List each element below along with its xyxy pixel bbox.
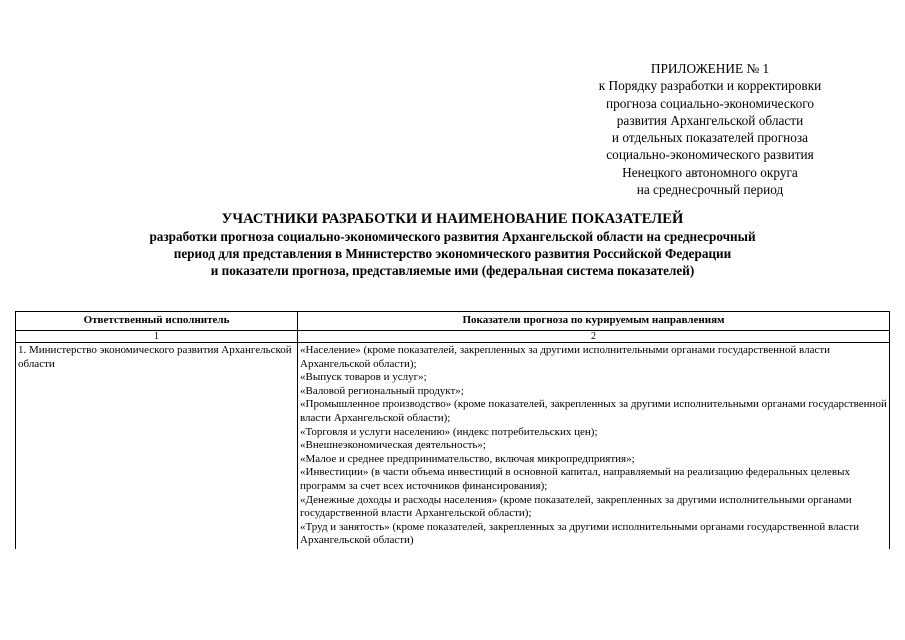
executor-cell: 1. Министерство экономического развития Архангельской области [16,343,298,549]
appendix-block [560,60,860,198]
indicator-item: «Торговля и услуги населению» (индекс потребительских цен); [300,425,598,438]
indicator-item: «Население» (кроме показателей, закрепленных за другими исполнительными органами государственной власти Архангельской области); [300,344,831,370]
indicator-item: «Внешнеэкономическая деятельность»; [300,439,486,452]
appendix-line: развития Архангельской области [616,112,804,128]
indicator-item: «Труд и занятость» (кроме показателей, закрепленных за другими исполнительными органами государственной власти Архангельской области) [300,520,860,547]
appendix-line: и отдельных показателей прогноза [611,130,809,146]
document-subtitle-line: и показатели прогноза, представляемые ими (федеральная система показателей) [210,263,695,278]
participants-table [15,311,890,549]
column-header-executor: Ответственный исполнитель [16,312,298,331]
appendix-line: социально-экономического развития [606,147,814,163]
document-subtitle-line: период для представления в Министерство экономического развития Российской Федерации [173,246,732,261]
table-row [16,343,890,549]
column-header-indicators: Показатели прогноза по курируемым направлениям [298,312,890,331]
appendix-line: прогноза социально-экономического [605,95,814,111]
indicator-item: «Денежные доходы и расходы населения» (кроме показателей, закрепленных за другими исполнительными органами государственной власти Архангельской области); [300,493,852,520]
document-heading [0,211,905,279]
column-number: 2 [298,331,890,343]
indicators-cell [298,343,890,549]
appendix-line: к Порядку разработки и корректировки [598,78,822,94]
appendix-line: на среднесрочный период [636,182,784,198]
column-number: 1 [16,331,298,343]
indicator-item: «Валовой региональный продукт»; [300,384,464,397]
appendix-line: Ненецкого автономного округа [622,164,798,180]
indicator-item: «Промышленное производство» (кроме показателей, закрепленных за другими исполнительными органами государственной власти Архангельской области); [300,398,887,424]
indicator-item: «Инвестиции» (в части объема инвестиций в основной капитал, направляемый на реализацию федеральных целевых программ за счет всех источников финансирования); [300,466,851,492]
appendix-line: ПРИЛОЖЕНИЕ № 1 [650,61,770,76]
indicator-item: «Малое и среднее предпринимательство, включая микропредприятия»; [300,452,635,465]
indicator-item: «Выпуск товаров и услуг»; [300,371,427,384]
document-subtitle-line: разработки прогноза социально-экономического развития Архангельской области на среднесрочный [149,229,756,244]
column-number-row [16,331,890,343]
table-header-row [16,312,890,331]
document-title: УЧАСТНИКИ РАЗРАБОТКИ И НАИМЕНОВАНИЕ ПОКАЗАТЕЛЕЙ [221,211,684,227]
